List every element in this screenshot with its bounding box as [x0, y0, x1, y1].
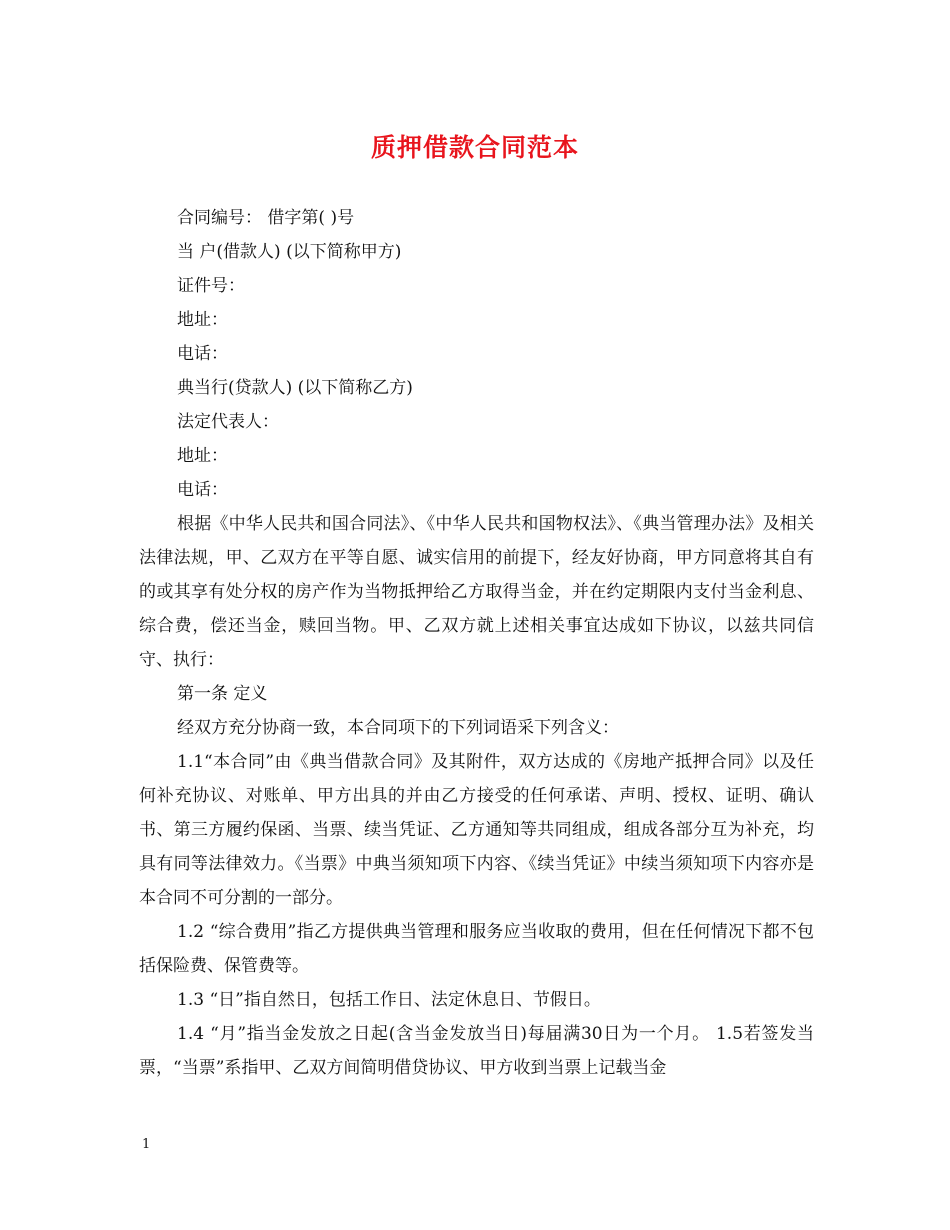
- lender-phone-field: 电话：: [177, 480, 228, 500]
- clause-1-2: 1.2 “综合费用”指乙方提供典当管理和服务应当收取的费用，但在任何情况下都不包括保险费、保管费等。: [139, 922, 814, 976]
- article-heading: 第一条 定义: [177, 684, 268, 704]
- page-number: 1: [142, 1137, 151, 1152]
- article-intro: 经双方充分协商一致，本合同项下的下列词语采下列含义：: [177, 718, 619, 738]
- lender-field: 典当行(贷款人) (以下简称乙方): [177, 378, 413, 398]
- contract-number-field: 合同编号： 借字第( )号: [177, 208, 355, 228]
- id-number-field: 证件号：: [177, 276, 245, 296]
- clause-1-1: 1.1“本合同”由《典当借款合同》及其附件，双方达成的《房地产抵押合同》以及任何补充协议、对账单、甲方出具的并由乙方接受的任何承诺、声明、授权、证明、确认书、第三方履约保函、当票、续当凭证、乙方通知等共同组成，组成各部分互为补充，均具有同等法律效力。《当票》中典当须知项下内容、《续当凭证》中续当须知项下内容亦是本合同不可分割的一部分。: [139, 752, 814, 908]
- lender-address-field: 地址：: [177, 446, 228, 466]
- document-title: 质押借款合同范本: [370, 133, 579, 162]
- clause-1-3: 1.3 “日”指自然日，包括工作日、法定休息日、节假日。: [177, 990, 601, 1010]
- preamble-paragraph: 根据《中华人民共和国合同法》、《中华人民共和国物权法》、《典当管理办法》及相关法律法规，甲、乙双方在平等自愿、诚实信用的前提下，经友好协商，甲方同意将其自有的或其享有处分权的房产作为当物抵押给乙方取得当金，并在约定期限内支付当金利息、综合费，偿还当金，赎回当物。甲、乙双方就上述相关事宜达成如下协议，以兹共同信守、执行：: [139, 514, 814, 670]
- borrower-phone-field: 电话：: [177, 344, 228, 364]
- clause-1-4: 1.4 “月”指当金发放之日起(含当金发放当日)每届满30日为一个月。 1.5若签发当票，“当票”系指甲、乙双方间简明借贷协议、甲方收到当票上记载当金: [139, 1024, 814, 1078]
- borrower-field: 当 户(借款人) (以下简称甲方): [177, 242, 402, 262]
- document-body: [139, 201, 814, 1085]
- borrower-address-field: 地址：: [177, 310, 228, 330]
- legal-representative-field: 法定代表人：: [177, 412, 279, 432]
